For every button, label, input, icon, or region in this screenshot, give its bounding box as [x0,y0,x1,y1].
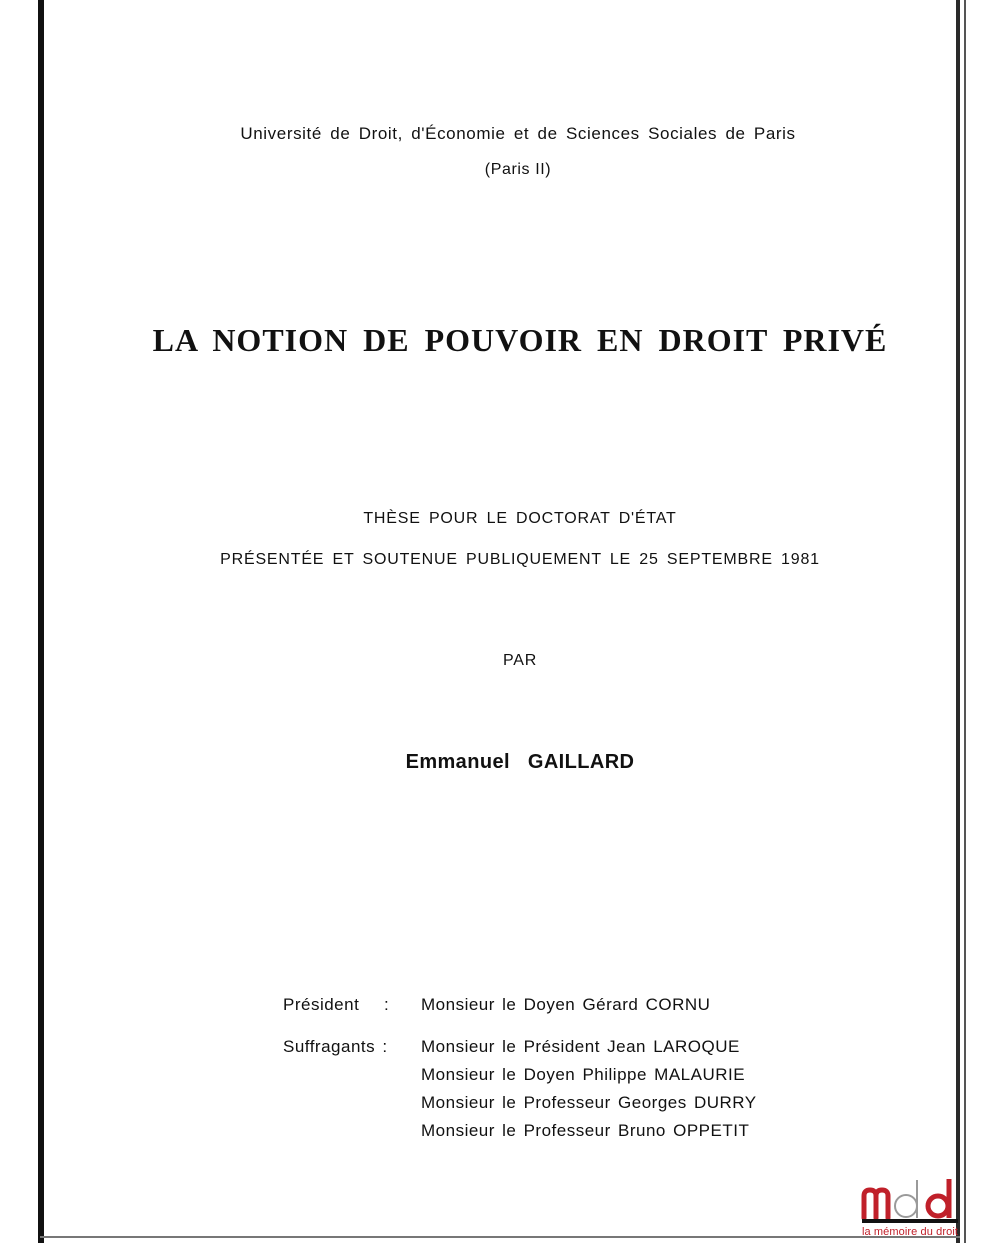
president-label: Président [283,995,360,1014]
mdd-logo [860,1176,960,1243]
jury-member: Monsieur le Doyen Philippe MALAURIE [421,1065,746,1084]
author-name: Emmanuel GAILLARD [405,751,635,773]
jury-president: Monsieur le Doyen Gérard CORNU [421,995,711,1014]
by-label: PAR [502,652,538,669]
scan-right-edge-shadow [964,0,966,1243]
scan-bottom-edge [40,1236,960,1238]
thesis-title: LA NOTION DE POUVOIR EN DROIT PRIVÉ [152,322,888,358]
university-name: Université de Droit, d'Économie et de Sciences Sociales de Paris [240,124,796,143]
scan-right-edge [956,0,960,1243]
logo-bar [862,1219,958,1223]
jury-member: Monsieur le Professeur Georges DURRY [421,1093,757,1112]
thesis-degree: THÈSE POUR LE DOCTORAT D'ÉTAT [363,510,677,527]
jury-member: Monsieur le Président Jean LAROQUE [421,1037,740,1056]
scan-left-edge [38,0,44,1243]
logo-tagline: la mémoire du droit [862,1226,959,1238]
jury-member: Monsieur le Professeur Bruno OPPETIT [421,1121,750,1140]
president-colon: : [384,995,390,1014]
suffragants-label: Suffragants : [283,1037,388,1056]
thesis-defense-date: PRÉSENTÉE ET SOUTENUE PUBLIQUEMENT LE 25 SEPTEMBRE 1981 [220,551,820,568]
mdd-logo-mark [860,1176,960,1224]
university-subunit: (Paris II) [484,161,552,178]
